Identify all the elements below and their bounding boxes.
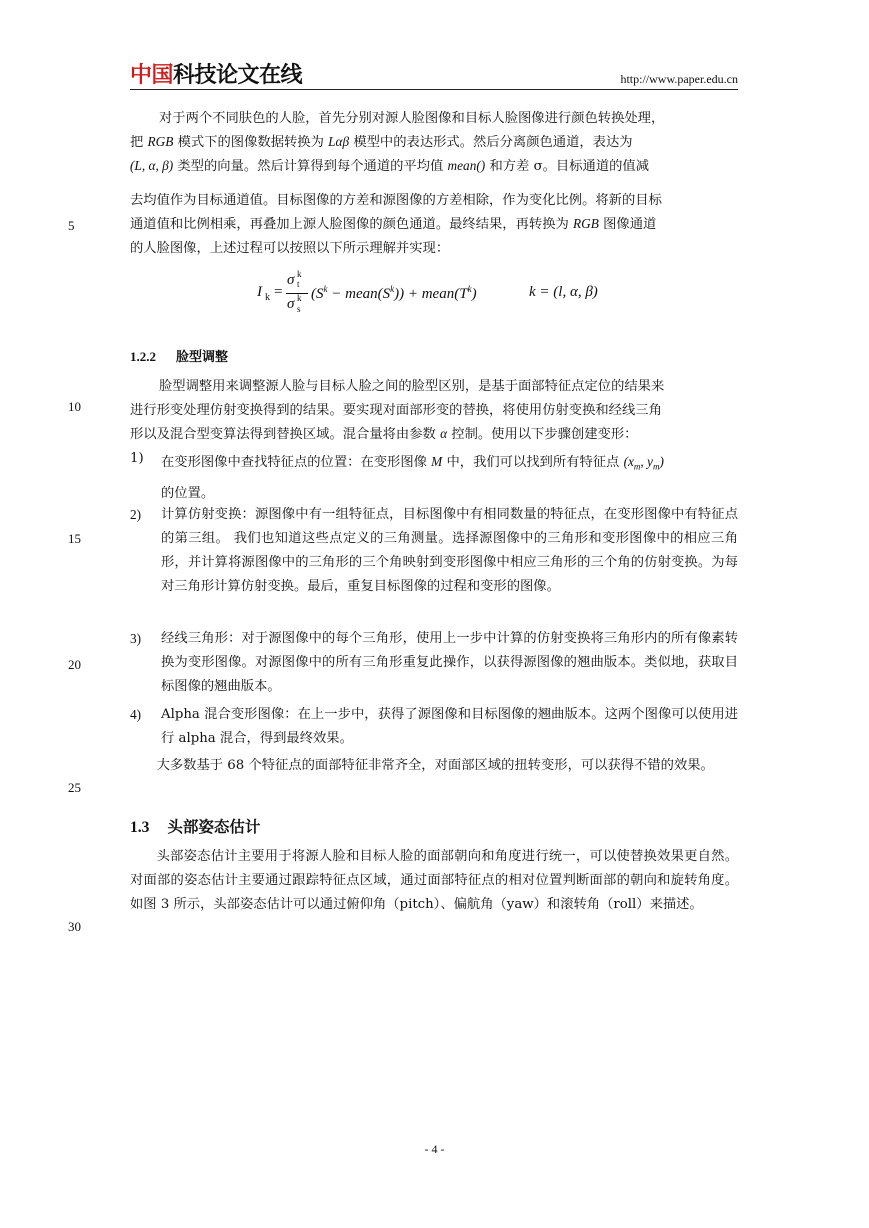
line-number: 25 xyxy=(68,780,81,795)
formula-den-sup: k xyxy=(297,293,302,303)
list-item-text: 经线三角形：对于源图像中的每个三角形，使用上一步中计算的仿射变换将三角形内的所有像素转换为变形图像。对源图像中的所有三角形重复此操作，以获得源图像的翘曲版本。类似地，获取目标图像的翘曲版本。 xyxy=(161,631,738,694)
formula-lhs: I xyxy=(257,284,262,300)
logo-black-text: 科技论文在线 xyxy=(173,63,303,88)
list-item-text: Alpha 混合变形图像：在上一步中，获得了源图像和目标图像的翘曲版本。这两个图像可以使用进行 alpha 混合，得到最终效果。 xyxy=(161,707,738,746)
text-line: 的人脸图像，上述过程可以按照以下所示理解并实现： xyxy=(130,241,450,256)
paragraph-summary: 大多数基于 68 个特征点的面部特征非常齐全，对面部区域的扭转变形，可以获得不错的效果。 xyxy=(156,758,714,773)
text-line: 去均值作为目标通道值。目标图像的方差和源图像的方差相除，作为变化比例。将新的目标 xyxy=(130,193,662,208)
logo-red-text: 中国 xyxy=(130,63,174,88)
paragraph-head-pose: 头部姿态估计主要用于将源人脸和目标人脸的面部朝向和角度进行统一，可以使替换效果更自然。对面部的姿态估计主要通过跟踪特征点区域，通过面部特征点的相对位置判断面部的朝向和旋转角度。如图 3 所示，头部姿态估计可以通过俯仰角（pitch）、偏航角（yaw）和滚转角（roll）来描述。 xyxy=(130,849,738,912)
line-number: 5 xyxy=(68,218,75,233)
color-transfer-formula xyxy=(257,269,617,322)
list-item xyxy=(130,703,738,751)
header-url[interactable]: http://www.paper.edu.cn xyxy=(620,72,738,86)
formula-num-sub: t xyxy=(297,279,300,289)
text-line: 形以及混合型变算法得到替换区域。混合量将由参数 α 控制。使用以下步骤创建变形： xyxy=(130,426,638,442)
list-item xyxy=(130,503,738,623)
line-number: 15 xyxy=(68,531,81,546)
formula-num-sup: k xyxy=(297,269,302,279)
list-item-number: 2) xyxy=(130,507,142,522)
header-rule xyxy=(130,89,738,90)
list-item-number: 3) xyxy=(130,631,142,646)
text-line: 脸型调整用来调整源人脸与目标人脸之间的脸型区别，是基于面部特征点定位的结果来 xyxy=(159,379,665,394)
list-item-number: 4) xyxy=(130,707,142,722)
page-header xyxy=(130,62,738,92)
formula-rhs: ($S^k$ − $mean(S^k)$) + $mean(T^k)$ xyxy=(311,284,477,302)
text-line: 通道值和比例相乘，再叠加上源人脸图像的颜色通道。最终结果，再转换为 RGB 图像通道 xyxy=(130,216,657,232)
text-line: 在变形图像中查找特征点的位置：在变形图像 M 中，我们可以找到所有特征点 ($x_m$, $y_m$) xyxy=(161,454,664,472)
section-heading-1-2-2: 1.2.2 脸型调整 xyxy=(130,349,229,365)
text-line: 的位置。 xyxy=(161,486,215,501)
list-item-number: 1) xyxy=(130,451,144,466)
line-number: 30 xyxy=(68,919,81,934)
formula-denominator: σ xyxy=(287,296,295,312)
journal-logo xyxy=(130,62,302,90)
text-line: 把 RGB 模式下的图像数据转换为 Lαβ 模型中的表达形式。然后分离颜色通道，表达为 xyxy=(130,134,633,150)
text-line: 进行形变处理仿射变换得到的结果。要实现对面部形变的替换，将使用仿射变换和经线三角 xyxy=(130,403,662,418)
list-item-text: 计算仿射变换：源图像中有一组特征点，目标图像中有相同数量的特征点，在变形图像中有特征点的第三组。 我们也知道这些点定义的三角测量。选择源图像中的三角形和变形图像中的相应三角形，并计算将源图像中的三角形的三个角映射到变形图像中相应三角形的三个角的仿射变换。为每对三角形计算仿射变换。最后，重复目标图像的过程和变形的图像。 xyxy=(161,507,738,594)
formula-numerator: σ xyxy=(287,272,295,288)
page-number: - 4 - xyxy=(424,1142,445,1156)
line-number: 20 xyxy=(68,657,81,672)
formula-den-sub: s xyxy=(297,304,301,314)
text-line: 对于两个不同肤色的人脸，首先分别对源人脸图像和目标人脸图像进行颜色转换处理， xyxy=(159,111,665,126)
formula-equals: = xyxy=(274,284,283,300)
formula-lhs-sub: k xyxy=(265,292,270,303)
section-heading-1-3: 1.3 头部姿态估计 xyxy=(130,817,261,836)
line-number: 10 xyxy=(68,399,81,414)
text-line: (L, α, β) 类型的向量。然后计算得到每个通道的平均值 mean() 和方差 σ。目标通道的值减 xyxy=(130,158,650,174)
formula-condition: k = (l, α, β) xyxy=(529,284,598,300)
